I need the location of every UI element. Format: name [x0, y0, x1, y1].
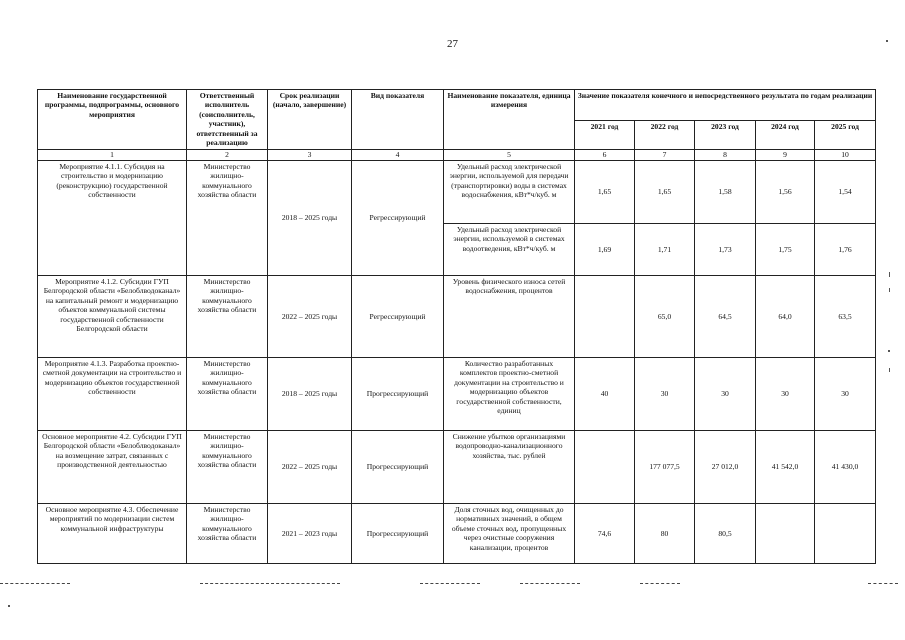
- value-cell: [575, 430, 635, 503]
- scan-artifact-line: [868, 583, 898, 584]
- value-cell: 64,0: [756, 275, 815, 357]
- header-year: 2023 год: [695, 120, 756, 149]
- column-number: 1: [38, 149, 187, 160]
- executor: Министерство жилищно-коммунального хозяйства области: [187, 503, 268, 563]
- table-row: [38, 275, 876, 357]
- executor: Министерство жилищно-коммунального хозяйства области: [187, 357, 268, 430]
- indicator-kind: Регрессирующий: [352, 160, 444, 275]
- scan-speck: [8, 605, 10, 607]
- indicator-kind: Прогрессирующий: [352, 430, 444, 503]
- header-program: Наименование государственной программы, подпрограммы, основного мероприятия: [38, 90, 187, 150]
- value-cell: 1,75: [756, 223, 815, 275]
- term: 2021 – 2023 годы: [268, 503, 352, 563]
- indicator-kind: Регрессирующий: [352, 275, 444, 357]
- table-row: [38, 357, 876, 430]
- table-row: [38, 503, 876, 563]
- value-cell: 80: [635, 503, 695, 563]
- value-cell: 80,5: [695, 503, 756, 563]
- measure-name: Мероприятие 4.1.3. Разработка проектно-сметной документации на строительство и модернизацию объектов государственной собственности: [38, 357, 187, 430]
- value-cell: 74,6: [575, 503, 635, 563]
- value-cell: 1,76: [815, 223, 876, 275]
- value-cell: 30: [756, 357, 815, 430]
- indicator-kind: Прогрессирующий: [352, 503, 444, 563]
- scan-speck: [889, 272, 890, 277]
- header-year: 2022 год: [635, 120, 695, 149]
- value-cell: 65,0: [635, 275, 695, 357]
- value-cell: 1,58: [695, 160, 756, 223]
- header-term: Срок реализации (начало, завершение): [268, 90, 352, 150]
- header-year: 2021 год: [575, 120, 635, 149]
- table-row: [38, 160, 876, 223]
- value-cell: 30: [635, 357, 695, 430]
- page-number: 27: [447, 38, 458, 50]
- executor: Министерство жилищно-коммунального хозяйства области: [187, 275, 268, 357]
- header-year: 2024 год: [756, 120, 815, 149]
- value-cell: 64,5: [695, 275, 756, 357]
- value-cell: 40: [575, 357, 635, 430]
- column-number: 4: [352, 149, 444, 160]
- value-cell: [575, 275, 635, 357]
- value-cell: 1,71: [635, 223, 695, 275]
- value-cell: 1,54: [815, 160, 876, 223]
- column-number: 5: [444, 149, 575, 160]
- value-cell: 1,69: [575, 223, 635, 275]
- measure-name: Мероприятие 4.1.1. Субсидия на строительство и модернизацию (реконструкцию) государственной собственности: [38, 160, 187, 275]
- value-cell: 1,56: [756, 160, 815, 223]
- header-kind: Вид показателя: [352, 90, 444, 150]
- value-cell: [815, 503, 876, 563]
- column-number: 7: [635, 149, 695, 160]
- term: 2022 – 2025 годы: [268, 275, 352, 357]
- term: 2022 – 2025 годы: [268, 430, 352, 503]
- value-cell: 30: [815, 357, 876, 430]
- term: 2018 – 2025 годы: [268, 160, 352, 275]
- scan-artifact-line: [520, 583, 580, 584]
- scan-artifact-line: [200, 583, 340, 584]
- term: 2018 – 2025 годы: [268, 357, 352, 430]
- indicator-kind: Прогрессирующий: [352, 357, 444, 430]
- value-cell: 63,5: [815, 275, 876, 357]
- scan-speck: [888, 350, 890, 352]
- indicator-name: Снижение убытков организациями водопроводно-канализационного хозяйства, тыс. рублей: [444, 430, 575, 503]
- value-cell: 41 542,0: [756, 430, 815, 503]
- indicator-name: Удельный расход электрической энергии, используемой для передачи (транспортировки) воды в системах водоснабжения, кВт*ч/куб. м: [444, 160, 575, 223]
- column-number: 3: [268, 149, 352, 160]
- indicator-name: Удельный расход электрической энергии, используемой в системах водоотведения, кВт*ч/куб. м: [444, 223, 575, 275]
- indicator-name: Количество разработанных комплектов проектно-сметной документации на строительство и модернизацию объектов государственной собственности, единиц: [444, 357, 575, 430]
- scan-speck: [889, 288, 890, 292]
- executor: Министерство жилищно-коммунального хозяйства области: [187, 160, 268, 275]
- measure-name: Основное мероприятие 4.2. Субсидии ГУП Белгородской области «Белоблводоканал» на возмещение затрат, связанных с производственной деятельностью: [38, 430, 187, 503]
- value-cell: 1,65: [635, 160, 695, 223]
- column-number: 9: [756, 149, 815, 160]
- column-number-row: [38, 149, 876, 160]
- value-cell: [756, 503, 815, 563]
- scan-artifact-line: [0, 583, 70, 584]
- column-number: 2: [187, 149, 268, 160]
- column-number: 6: [575, 149, 635, 160]
- scan-speck: [886, 40, 888, 42]
- measure-name: Мероприятие 4.1.2. Субсидии ГУП Белгородской области «Белоблводоканал» на капитальный ремонт и модернизацию объектов коммунальной системы государственной собственности Белгородской области: [38, 275, 187, 357]
- value-cell: 1,65: [575, 160, 635, 223]
- scan-speck: [889, 368, 890, 372]
- indicator-name: Доля сточных вод, очищенных до нормативных значений, в общем объеме сточных вод, пропущенных через очистные сооружения канализации, процентов: [444, 503, 575, 563]
- header-executor: Ответственный исполнитель (соисполнитель, участник), ответственный за реализацию: [187, 90, 268, 150]
- value-cell: 177 077,5: [635, 430, 695, 503]
- value-cell: 27 012,0: [695, 430, 756, 503]
- table-row: [38, 430, 876, 503]
- executor: Министерство жилищно-коммунального хозяйства области: [187, 430, 268, 503]
- header-indicator: Наименование показателя, единица измерения: [444, 90, 575, 150]
- value-cell: 1,73: [695, 223, 756, 275]
- scan-artifact-line: [420, 583, 480, 584]
- indicator-name: Уровень физического износа сетей водоснабжения, процентов: [444, 275, 575, 357]
- measure-name: Основное мероприятие 4.3. Обеспечение мероприятий по модернизации систем коммунальной инфраструктуры: [38, 503, 187, 563]
- scan-artifact-line: [640, 583, 680, 584]
- header-year: 2025 год: [815, 120, 876, 149]
- indicators-table: [37, 89, 876, 564]
- column-number: 10: [815, 149, 876, 160]
- header-values-group: Значение показателя конечного и непосредственного результата по годам реализации: [575, 90, 876, 121]
- value-cell: 30: [695, 357, 756, 430]
- column-number: 8: [695, 149, 756, 160]
- value-cell: 41 430,0: [815, 430, 876, 503]
